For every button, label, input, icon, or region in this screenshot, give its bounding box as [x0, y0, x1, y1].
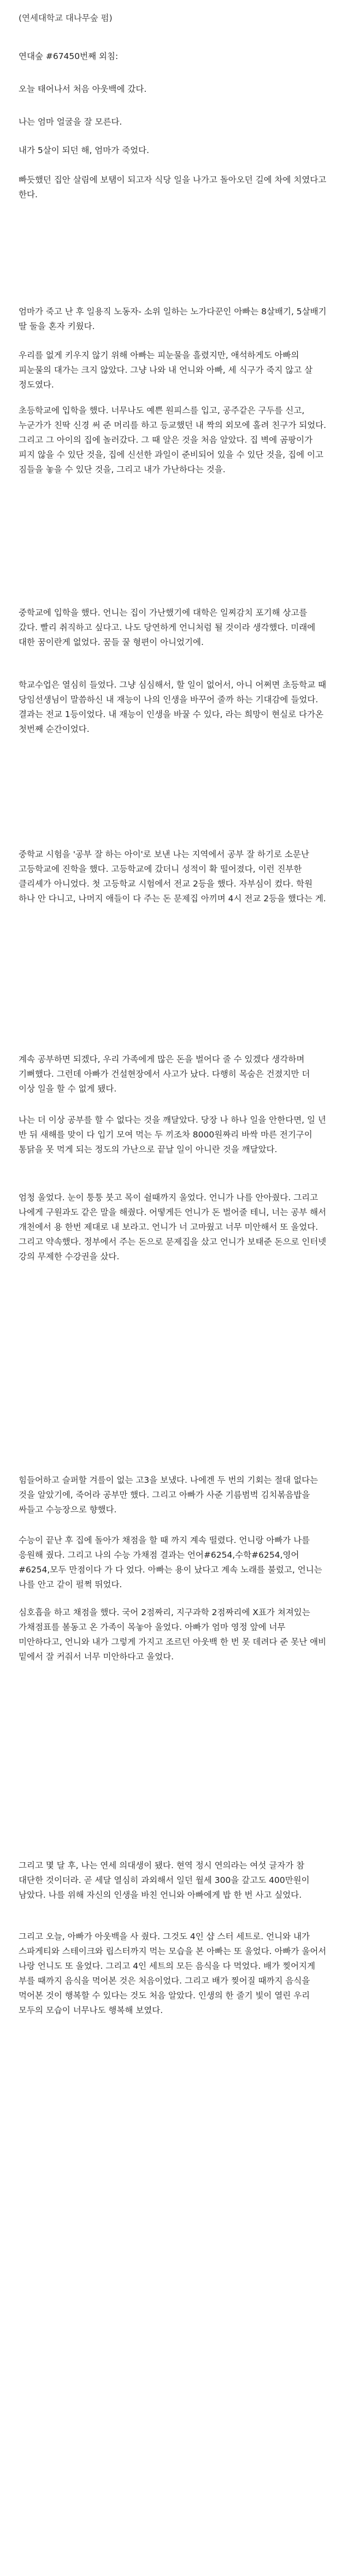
paragraph-9: 학교수업은 열심히 들었다. 그냥 심심해서, 할 일이 없어서, 아니 어쩌면 초등학교 때 당임선생님이 말씀하신 내 재능이 나의 인생을 바꾸어 줄까 하는 기대감에 들었다. 결과는 전교 1등이었다. 내 재능이 인생을 바꿀 수 있다, 라는 희망이 현실로 다가온 첫번째 순간이었다.	[19, 680, 327, 734]
paragraph-10: 중학교 시험을 '공부 잘 하는 아이'로 보낸 나는 지역에서 공부 잘 하기로 소문난 고등학교에 진학을 했다. 고등학교에 갔더니 성적이 확 떨어졌다, 이런 진부한 클리셰가 아니었다. 첫 고등학교 시험에서 전교 2등을 했다. 자부심이 컸다. 학원 하나 안 다니고, 나머지 애들이 다 주는 돈 문제집 아끼며 4시 전교 2등을 했다는 게.	[19, 849, 326, 903]
source-credit: (연세대학교 대나무숲 펌)	[19, 13, 113, 23]
paragraph-13: 엄청 울었다. 눈이 퉁퉁 붓고 목이 쉴때까지 울었다. 언니가 나를 안아줬다. 그리고 나에게 구원과도 같은 말을 해줬다. 어떻게든 언니가 돈 벌어줄 테니, 너는 공부 해서 개천에서 용 한번 제대로 내 보라고. 언니가 너 고마웠고 너무 미안해서 또 울었다. 그리고 약속했다. 정부에서 주는 돈으로 문제집을 샀고 언니가 보태준 돈으로 인터넷 강의 무제한 수강권을 샀다.	[19, 1193, 327, 1261]
paragraph-4: 빠듯했던 집안 살림에 보탬이 되고자 식당 일을 나가고 돌아오던 길에 차에 치였다고 한다.	[19, 175, 327, 199]
paragraph-17: 그리고 몇 달 후, 나는 연세 의대생이 됐다. 현역 정시 연의라는 여섯 글자가 참 대단한 것이더라. 곧 세달 열심히 과외해서 일던 월세 300을 갚고도 400만원이 남았다. 나를 위해 자신의 인생을 바친 언니와 아빠에게 밥 한 번 사고 싶었다.	[19, 1861, 310, 1900]
paragraph-11: 계속 공부하면 되겠다, 우리 가족에게 많은 돈을 벌어다 줄 수 있겠다 생각하며 기뻐했다. 그런데 아빠가 건설현장에서 사고가 났다. 다행히 목숨은 건졌지만 더 이상 일을 할 수 없게 됐다.	[19, 1054, 310, 1094]
paragraph-7: 초등학교에 입학을 했다. 너무나도 예쁜 원피스를 입고, 공주같은 구두를 신고, 누군가가 친딱 신경 써 준 머리를 하고 등교했던 내 짝의 외모에 홀려 친구가 되었다. 그리고 그 아이의 집에 놀러갔다. 그 때 알은 것을 처음 알았다. 집 벽에 곰팡이가 피지 않을 수 있단 것을, 집에 신선한 과일이 준비되어 있을 수 있단 것을, 집에 이고 짐들을 놓을 수 있단 것을, 그리고 내가 가난하다는 것을.	[19, 406, 327, 474]
paragraph-6: 우리를 없게 키우지 않기 위해 아빠는 피눈물을 흘렸지만, 애석하게도 아빠의 피눈물의 대가는 크지 않았다. 그냥 나와 내 언니와 아빠, 세 식구가 죽지 않고 살 정도였다.	[19, 350, 313, 390]
paragraph-1: 오늘 태어나서 처음 아웃백에 갔다.	[19, 84, 147, 94]
paragraph-16: 심호흡을 하고 채점을 했다. 국어 2점짜리, 지구과학 2점짜리에 X표가 쳐져있는 가채점표를 볼동고 온 가족이 목놓아 울었다. 아빠가 엄마 영정 앞에 너무 미안하다고, 언니와 내가 그렇게 가지고 조르던 아웃백 한 번 못 데려다 준 못난 애비 밑에서 잘 커줘서 너무 미안하다고 울었다.	[19, 1607, 327, 1662]
paragraph-5: 엄마가 죽고 난 후 일용직 노동자- 소위 일하는 노가다꾼인 아빠는 8살배기, 5살배기 딸 둘을 혼자 키웠다.	[19, 307, 327, 331]
paragraph-3: 내가 5살이 되던 해, 엄마가 죽었다.	[19, 145, 150, 155]
paragraph-18: 그리고 오늘, 아빠가 아웃백을 사 줬다. 그것도 4인 샵 스터 세트로. 언니와 내가 스파게티와 스테이크와 립스터까지 먹는 모습을 본 아빠는 또 울었다. 아빠가 울어서 나랑 언니도 또 울었다. 그리고 4인 세트의 모든 음식을 다 먹었다. 배가 찢어지게 부를 때까지 음식을 먹어본 것은 처음이었다. 그리고 배가 찢어질 때까지 음식을 먹어본 것이 행복할 수 있다는 것도 처음 알았다. 인생의 한 줄기 빛이 열린 우리 모두의 모습이 너무나도 행복해 보였다.	[19, 1932, 327, 2015]
paragraph-15: 수능이 끝난 후 집에 돌아가 채점을 할 때 까지 계속 떨렸다. 언니랑 아빠가 나를 응원해 줬다. 그리고 나의 수능 가채점 결과는 언어#6254,수학#6254,영어#6254,모두 만점이다 가 다 었다. 아빠는 용이 났다고 계속 노래를 불렀고, 언니는 나를 안고 같이 펄쩍 뛰었다.	[19, 1535, 322, 1589]
paragraph-12: 나는 더 이상 공부를 할 수 없다는 것을 깨달았다. 당장 나 하나 일을 안한다면, 일 년 반 뒤 새해를 맞이 다 입기 모여 먹는 두 끼조차 8000원짜리 바싹 마른 전기구이 통닭을 못 먹게 되는 정도의 가난으로 끝날 일이 아니란 것을 깨달았다.	[19, 1115, 326, 1154]
paragraph-8: 중학교에 입학을 했다. 언니는 집이 가난했기에 대학은 일찌감치 포기해 상고를 갔다. 빨리 취직하고 싶다고. 나도 당연하게 언니처럼 될 것이라 생각했다. 미래에 대한 꿈이란게 없었다. 꿈들 꿀 형편이 아니었기에.	[19, 608, 316, 647]
post-header: 연대숲 #67450번째 외침:	[19, 51, 119, 61]
paragraph-2: 나는 엄마 얼굴을 잘 모른다.	[19, 117, 122, 127]
paragraph-14: 힘들어하고 슬퍼할 겨를이 없는 고3을 보냈다. 나에겐 두 번의 기회는 절대 없다는 것을 알았기에, 죽어라 공부만 했다. 그리고 아빠가 사준 기름범벅 김치볶음밥을 싸들고 수능장으로 향했다.	[19, 1475, 318, 1515]
